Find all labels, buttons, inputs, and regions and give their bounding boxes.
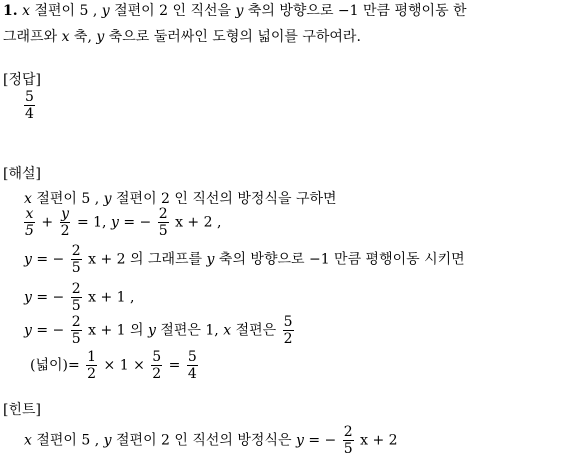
frac-numerator: 5: [283, 314, 293, 330]
hint-line: [24, 425, 398, 456]
var-x: x: [24, 432, 32, 449]
var-x: x: [24, 191, 32, 207]
text: 절편이 2 인 직선의 방정식은: [116, 432, 292, 449]
question-line-1: [3, 4, 467, 18]
text: x + 2 ,: [175, 214, 222, 231]
operator: = −: [308, 432, 337, 449]
var-y: y: [103, 432, 112, 449]
frac-numerator: 2: [71, 314, 81, 330]
var-y: y: [110, 214, 119, 231]
text: 축의 방향으로 −1 만큼 평행이동 시키면: [218, 251, 465, 268]
text: 축의 방향으로 −1 만큼 평행이동 한: [247, 3, 467, 19]
var-y: y: [103, 191, 112, 207]
answer-denominator: 4: [25, 106, 34, 122]
var-y: y: [235, 3, 244, 19]
text: = 1,: [76, 214, 107, 231]
var-y: y: [96, 29, 105, 45]
frac-numerator: 2: [71, 243, 81, 259]
frac-denominator: 5: [71, 260, 81, 276]
answer-numerator: 5: [25, 89, 34, 105]
var-y: y: [148, 322, 156, 339]
text: 절편이 2 인 직선을: [114, 3, 232, 19]
text: 축,: [73, 29, 92, 45]
solution-line-4: [24, 282, 134, 313]
var-y: y: [295, 432, 304, 449]
frac-numerator: 2: [158, 206, 168, 222]
text: 절편이 2 인 직선의 방정식을 구하면: [116, 191, 337, 207]
text: x + 1 ,: [88, 289, 135, 306]
text: 절편이 5 ,: [34, 3, 98, 19]
operator: +: [41, 214, 54, 231]
text: x + 1 의: [88, 322, 144, 339]
var-y: y: [101, 3, 110, 19]
frac-denominator: 4: [187, 366, 197, 382]
var-y: y: [24, 251, 32, 268]
text: x + 2 의 그래프를: [88, 251, 203, 268]
text: 절편이 5 ,: [36, 432, 100, 449]
solution-line-2: [22, 207, 221, 238]
solution-label: [해설]: [3, 166, 41, 182]
text: × 1 ×: [103, 357, 145, 374]
operator: = −: [36, 251, 65, 268]
solution-line-3: [24, 244, 465, 275]
frac-denominator: 2: [87, 366, 97, 382]
frac-denominator: 5: [25, 223, 34, 239]
solution-line-5: [24, 315, 296, 346]
solution-line-1: [24, 192, 337, 206]
operator: = −: [36, 289, 65, 306]
frac-denominator: 5: [71, 298, 81, 314]
frac-numerator: 2: [71, 281, 81, 297]
var-y: y: [206, 251, 215, 268]
text: 절편이 5 ,: [36, 191, 100, 207]
text: 축으로 둘러싸인 도형의 넓이를 구하여라.: [108, 29, 361, 45]
frac-denominator: 5: [343, 441, 353, 457]
text: (넓이)=: [30, 357, 80, 374]
frac-denominator: 2: [283, 331, 293, 347]
operator: = −: [123, 214, 152, 231]
var-x: x: [61, 29, 70, 45]
text: 그래프와: [3, 29, 58, 45]
hint-label: [힌트]: [3, 402, 41, 418]
solution-line-6: [30, 350, 200, 381]
var-y: y: [24, 322, 32, 339]
var-y: y: [24, 289, 32, 306]
frac-numerator: 1: [87, 349, 97, 365]
frac-denominator: 2: [60, 223, 70, 239]
text: 절편은: [235, 322, 277, 339]
operator: = −: [36, 322, 65, 339]
frac-numerator: 5: [187, 349, 197, 365]
var-x: x: [223, 322, 232, 339]
question-line-2: [3, 30, 361, 44]
frac-numerator: 2: [343, 424, 353, 440]
answer-fraction: [22, 90, 37, 121]
frac-numerator: 5: [152, 349, 162, 365]
frac-denominator: 5: [71, 331, 81, 347]
var-x: x: [22, 3, 30, 19]
operator: =: [168, 357, 181, 374]
text: 절편은 1,: [160, 322, 219, 339]
question-number: 1.: [3, 3, 18, 19]
frac-denominator: 5: [158, 223, 168, 239]
answer-label: [정답]: [3, 72, 41, 88]
frac-numerator: y: [61, 206, 69, 222]
frac-denominator: 2: [152, 366, 162, 382]
frac-numerator: x: [25, 206, 34, 222]
text: x + 2: [360, 432, 398, 449]
